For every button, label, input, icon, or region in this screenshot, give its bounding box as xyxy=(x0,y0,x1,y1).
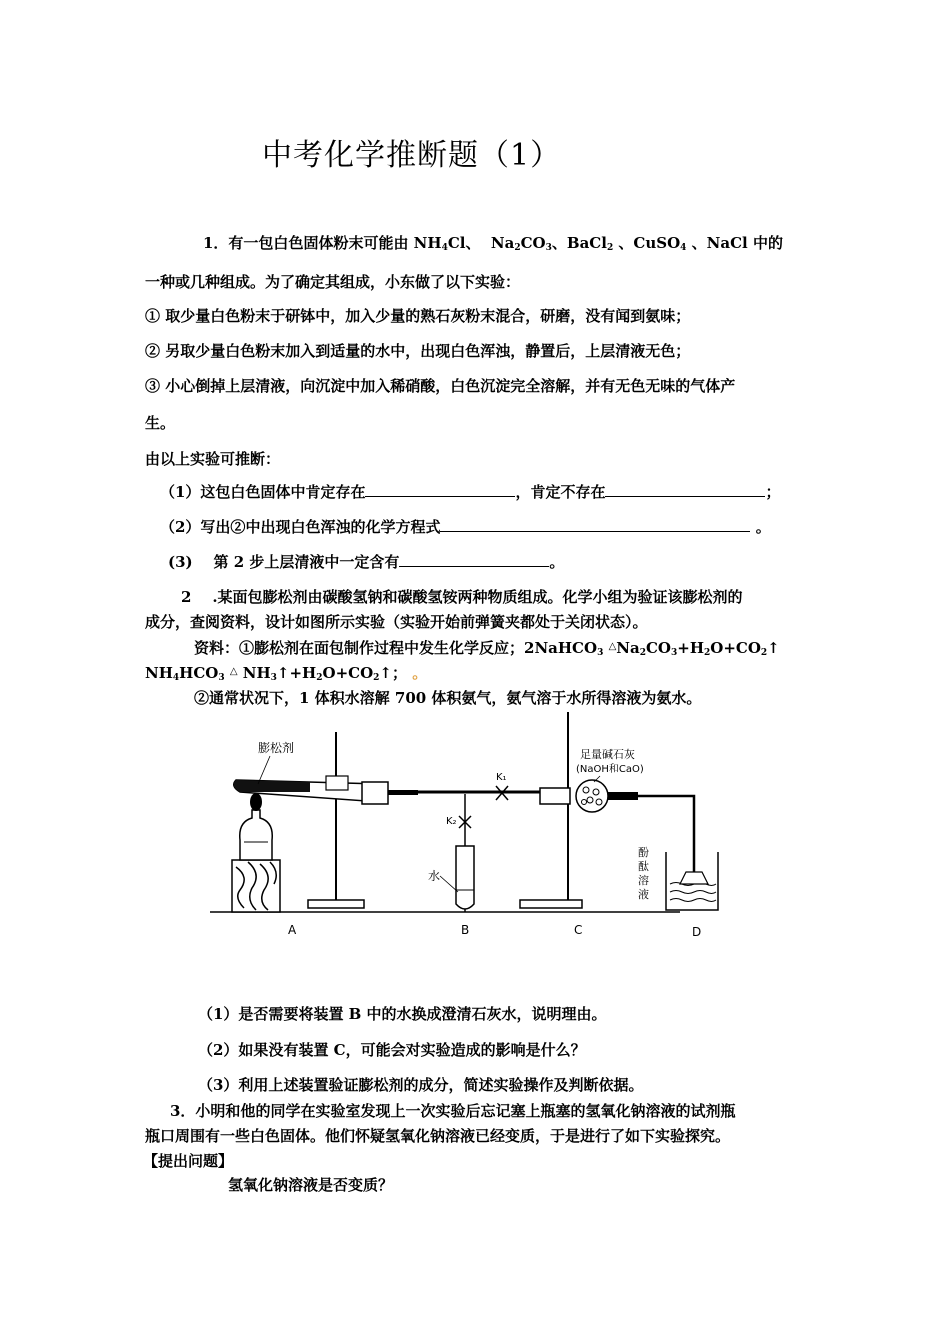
q1-sub2-b: 。 xyxy=(755,518,771,536)
label-k1: K₁ xyxy=(496,772,507,783)
q3-section: 【提出问题】 xyxy=(143,1152,234,1170)
q1-sub2 xyxy=(160,517,771,537)
q2-info2: ②通常状况下，1 体积水溶解 700 体积氨气，氨气溶于水所得溶液为氨水。 xyxy=(194,689,702,707)
q1-step2: ② 另取少量白色粉末加入到适量的水中，出现白色浑浊，静置后，上层清液无色； xyxy=(145,342,691,360)
wood-block xyxy=(232,860,280,912)
q2-sub-b: （2）如果没有装置 C，可能会对实验造成的影响是什么？ xyxy=(198,1041,586,1059)
q1-step3b: 生。 xyxy=(145,414,176,432)
q3-question: 氢氧化钠溶液是否变质？ xyxy=(228,1176,394,1194)
q1-step3: ③ 小心倒掉上层清液，向沉淀中加入稀硝酸，白色沉淀完全溶解，并有无色无味的气体产 xyxy=(145,377,736,395)
label-soda-lime-2: (NaOH和CaO) xyxy=(576,764,644,775)
q1-sub2-a: （2）写出②中出现白色浑浊的化学方程式 xyxy=(160,518,441,536)
answer-blank[interactable] xyxy=(365,482,515,497)
label-a: A xyxy=(288,923,297,937)
label-phenol-1: 酚 xyxy=(638,846,649,859)
q3-intro2: 瓶口周围有一些白色固体。他们怀疑氢氧化钠溶液已经变质，于是进行了如下实验探究。 xyxy=(145,1127,731,1145)
soda-lime-bulb xyxy=(576,780,608,812)
q1-sub1-c: ； xyxy=(765,483,781,501)
label-c: C xyxy=(574,923,583,937)
q3-intro: 3．小明和他的同学在实验室发现上一次实验后忘记塞上瓶塞的氢氧化钠溶液的试剂瓶 xyxy=(170,1102,736,1120)
q2-intro: .某面包膨松剂由碳酸氢钠和碳酸氢铵两种物质组成。化学小组为验证该膨松剂的 xyxy=(212,588,743,606)
q1-intro-a: 1．有一包白色固体粉末可能由 xyxy=(203,234,409,252)
label-phenol-3: 溶 xyxy=(638,874,649,887)
q1-sub3-a: (3) xyxy=(168,553,193,571)
label-d: D xyxy=(692,925,702,939)
q2-sub-c: （3）利用上述装置验证膨松剂的成分，简述实验操作及判断依据。 xyxy=(198,1076,644,1094)
answer-blank[interactable] xyxy=(440,517,750,532)
label-b: B xyxy=(461,923,470,937)
q2-num: 2 xyxy=(181,588,192,606)
label-soda-lime: 足量碱石灰 xyxy=(580,748,635,761)
answer-blank[interactable] xyxy=(399,552,549,567)
q1-sub3-c: 。 xyxy=(549,553,565,571)
label-water: 水 xyxy=(428,869,441,883)
q2-intro-line xyxy=(181,587,743,607)
q2-info-line: 资料：①膨松剂在面包制作过程中发生化学反应；2NaHCO$_3$ $^\triangle Na_2CO_3+H_2O+CO_2↑$ xyxy=(194,639,780,658)
label-phenol-2: 酞 xyxy=(638,860,649,873)
q1-sub3 xyxy=(168,552,564,572)
apparatus-figure xyxy=(200,712,730,942)
label-k2: K₂ xyxy=(446,816,457,827)
q1-sub1-b: ，肯定不存在 xyxy=(515,483,606,501)
q2-sub-a: （1）是否需要将装置 B 中的水换成澄清石灰水，说明理由。 xyxy=(198,1005,607,1023)
q1-sub1 xyxy=(160,482,780,502)
q1-sub1-a: （1）这包白色固体中肯定存在 xyxy=(160,483,366,501)
funnel xyxy=(680,872,708,884)
label-leavening: 膨松剂 xyxy=(258,741,295,755)
q1-sub3-b: 第 2 步上层清液中一定含有 xyxy=(213,553,400,571)
q1-step1: ① 取少量白色粉末于研钵中，加入少量的熟石灰粉末混合，研磨，没有闻到氨味； xyxy=(145,307,691,325)
q1-intro2: 一种或几种组成。为了确定其组成，小东做了以下实验： xyxy=(145,273,521,291)
q2-info-label: 资料：①膨松剂在面包制作过程中发生化学反应； xyxy=(194,639,525,657)
page-title: 中考化学推断题（1） xyxy=(262,138,562,173)
q1-intro-line: 1．有一包白色固体粉末可能由 $NH_4Cl$、 $Na_2CO_3$、BaCl$_2$ 、CuSO$_4$ 、NaCl 中的 xyxy=(203,234,783,253)
q2-equation-2: $NH_4HCO_3$ △ $NH_3↑+H_2O+CO_2↑$； 。 xyxy=(145,664,428,683)
alcohol-lamp xyxy=(240,810,273,860)
label-phenol-4: 液 xyxy=(638,888,649,901)
q2-intro2: 成分，查阅资料，设计如图所示实验（实验开始前弹簧夹都处于关闭状态）。 xyxy=(145,613,648,631)
answer-blank[interactable] xyxy=(605,482,765,497)
flame xyxy=(250,793,262,811)
q1-infer: 由以上实验可推断： xyxy=(145,450,281,468)
q1-intro-b: 中的 xyxy=(752,234,783,252)
test-tube-b xyxy=(456,846,474,909)
